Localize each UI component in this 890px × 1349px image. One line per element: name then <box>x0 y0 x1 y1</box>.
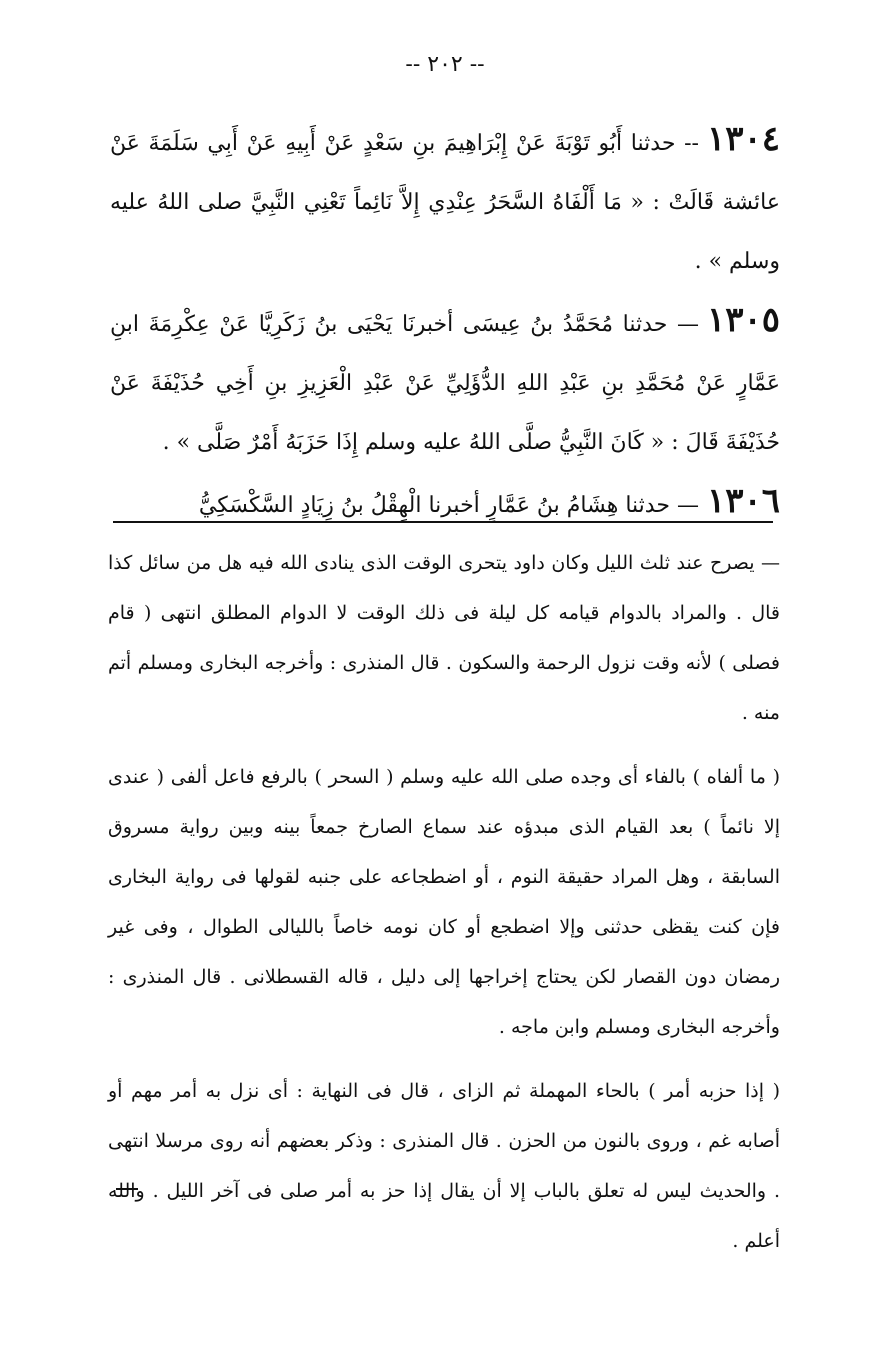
hadith-1304 <box>110 110 780 291</box>
hadith-number: ١٣٠٦ <box>706 481 780 521</box>
end-dash <box>116 1188 138 1190</box>
hadith-number: ١٣٠٥ <box>706 300 780 340</box>
commentary-paragraph: — يصرح عند ثلث الليل وكان داود يتحرى الوقت الذى ينادى الله فيه هل من سائل كذا قال . والمراد بالدوام قيامه كل ليلة فى ذلك الوقت لا الدوام المطلق انتهى ( قام فصلى ) لأنه وقت نزول الرحمة والسكون . قال المنذرى : وأخرجه البخارى ومسلم أتم منه . <box>108 552 780 724</box>
hadith-text: — حدثنا مُحَمَّدُ بنُ عِيسَى أخبرنَا يَحْيَى بنُ زَكَرِيَّا عَنْ عِكْرِمَةَ ابنِ عَمَّارٍ عَنْ مُحَمَّدِ بنِ عَبْدِ اللهِ الدُّؤَلِيِّ عَنْ عَبْدِ الْعَزِيزِ بنِ أَخِي حُذَيْفَةَ عَنْ حُذَيْفَةَ قَالَ : « كَانَ النَّبِيُّ صلَّى اللهُ عليه وسلم إِذَا حَزَبَهُ أَمْرٌ صَلَّى » . <box>110 312 780 455</box>
commentary-section <box>108 538 780 1280</box>
footnote-divider <box>113 521 773 523</box>
page-number: -- ٢٠٢ -- <box>405 52 485 77</box>
hadith-1306 <box>110 472 780 535</box>
commentary-paragraph: ( إذا حزبه أمر ) بالحاء المهملة ثم الزاى ، قال فى النهاية : أى نزل به أمر مهم أو أصابه غم ، وروى بالنون من الحزن . قال المنذرى : وذكر بعضهم أنه روى مرسلا انتهى . والحديث ليس له تعلق بالباب إلا أن يقال إذا حز به أمر صلى فى آخر الليل . والله أعلم . <box>108 1080 780 1252</box>
hadith-section <box>110 110 780 535</box>
hadith-text: — حدثنا هِشَامُ بنُ عَمَّارٍ أخبرنا الْهِقْلُ بنُ زِيَادٍ السَّكْسَكِيُّ <box>198 493 699 518</box>
hadith-text: -- حدثنا أَبُو تَوْبَةَ عَنْ إِبْرَاهِيمَ بنِ سَعْدٍ عَنْ أَبِيهِ عَنْ أَبِي سَلَمَةَ عَنْ عائشة قَالَتْ : « مَا أَلْفَاهُ السَّحَرُ عِنْدِي إِلاَّ نَائِماً تَعْنِي النَّبِيَّ صلى اللهُ عليه وسلم » . <box>110 131 780 274</box>
commentary-paragraph: ( ما ألفاه ) بالفاء أى وجده صلى الله عليه وسلم ( السحر ) بالرفع فاعل ألفى ( عندى إلا نائماً ) بعد القيام الذى مبدؤه عند سماع الصارخ جمعاً بينه وبين رواية مسروق السابقة ، وهل المراد حقيقة النوم ، أو اضطجاعه على جنبه لقولها فى رواية البخارى فإن كنت يقظى حدثنى وإلا اضطجع أو كان نومه خاصاً بالليالى الطوال ، وفى غير رمضان دون القصار لكن يحتاج إخراجها إلى دليل ، قاله القسطلانى . قال المنذرى : وأخرجه البخارى ومسلم وابن ماجه . <box>108 766 780 1038</box>
hadith-1305 <box>110 291 780 472</box>
hadith-number: ١٣٠٤ <box>706 119 780 159</box>
